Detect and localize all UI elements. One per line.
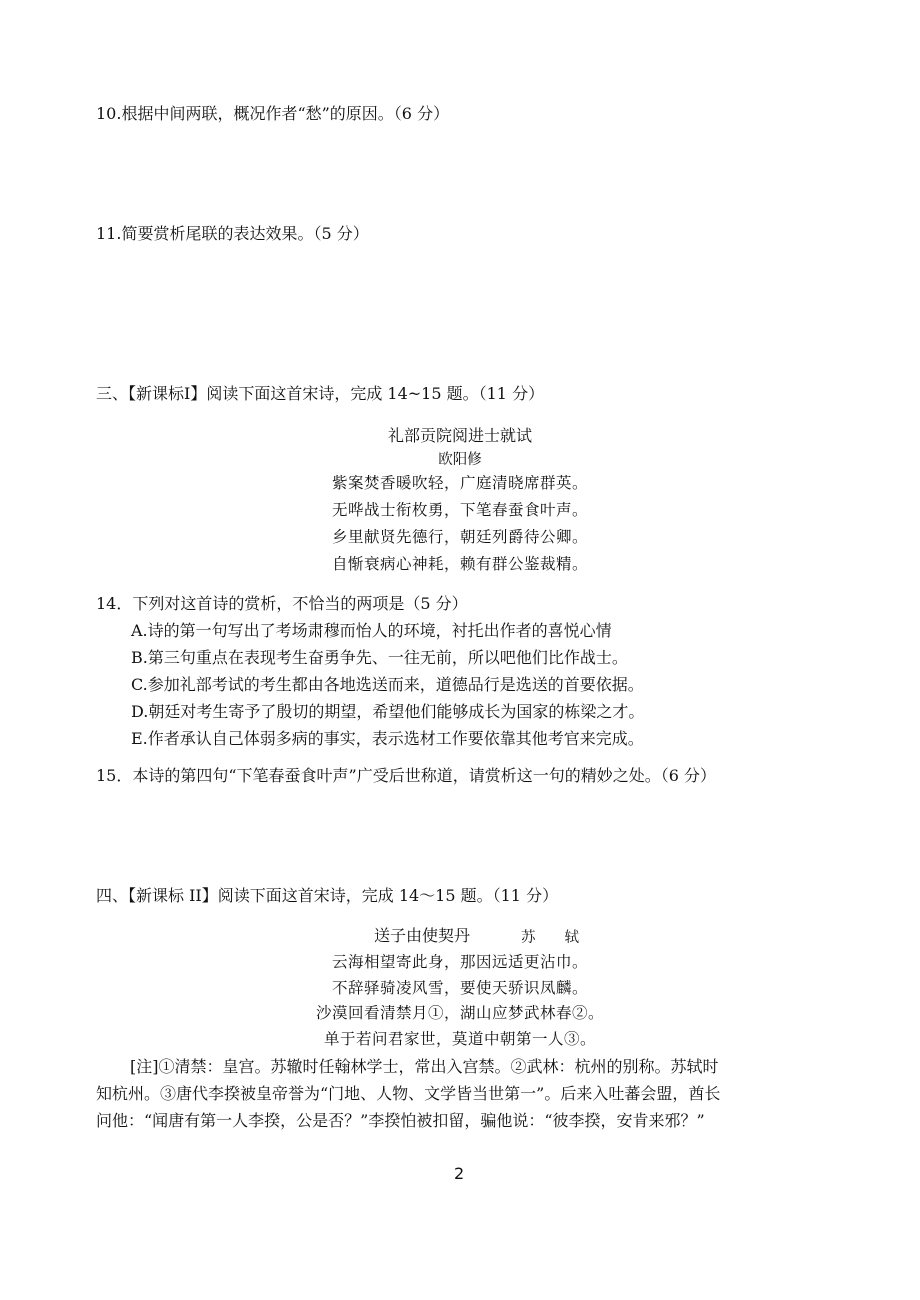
poem-1-line: 紫案焚香暖吹轻，广庭清晓席群英。 [331,474,588,492]
section-4-heading: 四、【新课标 II】阅读下面这首宋诗，完成 14～15 题。（11 分） [96,886,559,905]
poem-1-line: 无哗战士衔枚勇，下笔春蚕食叶声。 [331,501,588,519]
poem-1-author: 欧阳修 [438,452,482,468]
poem-2-line: 沙漠回看清禁月①，湖山应梦武林春②。 [315,1004,604,1022]
note-line: 知杭州。③唐代李揆被皇帝誉为“门地、人物、文学皆当世第一”。后来入吐蕃会盟，酋长 [96,1084,721,1103]
section-3-heading: 三、【新课标Ⅰ】阅读下面这首宋诗，完成 14~15 题。（11 分） [96,384,545,403]
question-14: 14．下列对这首诗的赏析，不恰当的两项是（5 分） [96,594,468,613]
poem-2-line: 云海相望寄此身，那因远适更沾巾。 [331,953,588,971]
poem-2-title: 送子由使契丹 [374,926,471,945]
page-number: 2 [454,1164,465,1183]
poem-2-line: 单于若问君家世，莫道中朝第一人③。 [323,1030,596,1048]
poem-2-line: 不辞驿骑凌风雪，要使天骄识凤麟。 [331,979,588,997]
option-b: B.第三句重点在表现考生奋勇争先、一往无前，所以吧他们比作战士。 [131,648,628,667]
option-d: D.朝廷对考生寄予了殷切的期望，希望他们能够成长为国家的栋梁之才。 [131,702,645,721]
poem-2-author: 苏 轼 [521,930,579,946]
option-a: A.诗的第一句写出了考场肃穆而怡人的环境，衬托出作者的喜悦心情 [131,621,612,640]
poem-1-title: 礼部贡院阅进士就试 [387,426,532,445]
note-line: 问他：“闻唐有第一人李揆，公是否？”李揆怕被扣留，骗他说：“彼李揆，安肯来邪？” [96,1111,705,1130]
option-e: E.作者承认自己体弱多病的事实，表示选材工作要依靠其他考官来完成。 [131,729,644,748]
poem-1-line: 自惭衰病心神耗，赖有群公鉴裁精。 [331,555,588,573]
note-line: [注]①清禁：皇宫。苏辙时任翰林学士，常出入宫禁。②武林：杭州的别称。苏轼时 [130,1057,719,1076]
poem-1-line: 乡里献贤先德行，朝廷列爵待公卿。 [331,528,588,546]
option-c: C.参加礼部考试的考生都由各地选送而来，道德品行是选送的首要依据。 [131,675,644,694]
question-15: 15．本诗的第四句“下笔春蚕食叶声”广受后世称道，请赏析这一句的精妙之处。（6 分） [96,766,716,785]
question-11: 11.简要赏析尾联的表达效果。（5 分） [96,224,369,243]
question-10: 10.根据中间两联，概况作者“愁”的原因。（6 分） [96,104,450,123]
